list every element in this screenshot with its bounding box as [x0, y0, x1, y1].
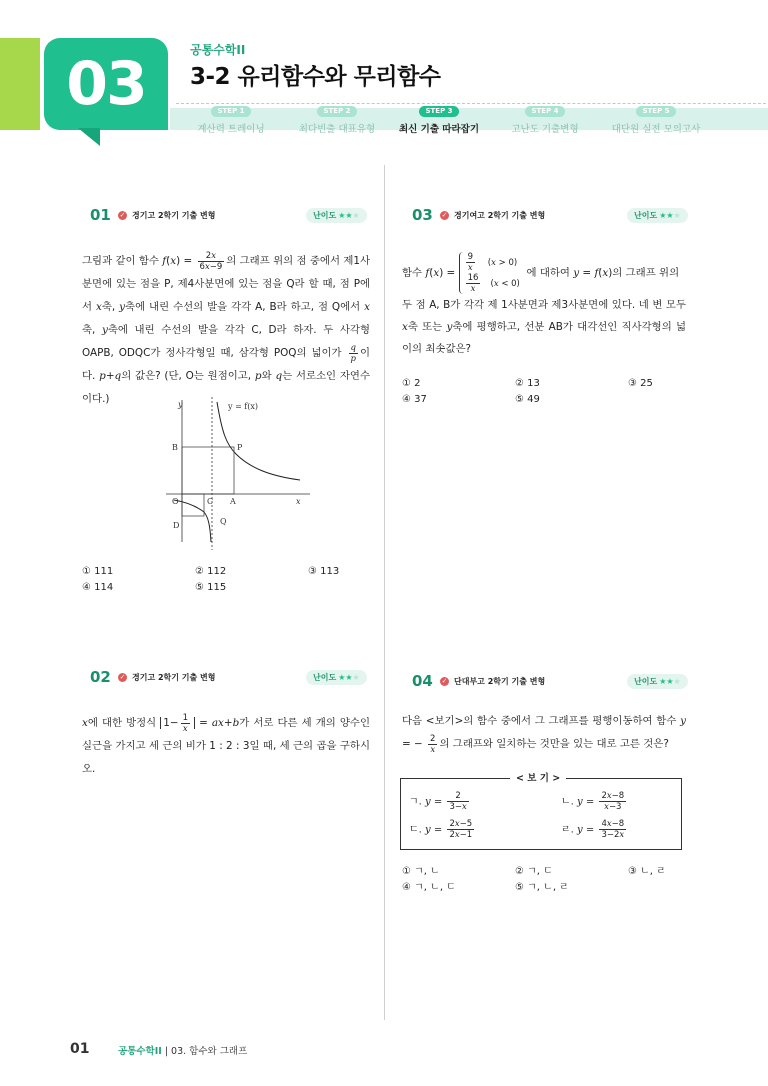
step-pill: STEP 1 — [211, 106, 250, 117]
problem-number: 03 — [412, 206, 433, 224]
problem-source: ✓ 경기고 2학기 기출 변형 — [119, 673, 216, 682]
choice-2[interactable]: ② 13 — [515, 378, 540, 389]
bogi-item-giyeok: ㄱ. y = $\frac{2}{3-x}$ — [409, 791, 467, 812]
point-P-label: P — [237, 443, 243, 452]
choice-4[interactable]: ④ 114 — [82, 582, 114, 593]
difficulty-badge: 난이도 ★★★ — [627, 208, 688, 223]
bogi-box — [400, 778, 682, 850]
step-3-active — [389, 98, 489, 135]
step-label: 대단원 실전 모의고사 — [611, 124, 701, 135]
bogi-item-nieun: ㄴ. y = $\frac{2x-8}{x-3}$ — [561, 791, 625, 812]
x-axis-label: x — [296, 497, 301, 506]
check-icon: ✓ — [441, 211, 448, 219]
problem-source: ✓ 단대부고 2학기 기출 변형 — [441, 677, 546, 686]
difficulty-badge: 난이도 ★★★ — [627, 674, 688, 689]
point-D-label: D — [173, 521, 180, 530]
choice-5[interactable]: ⑤ 49 — [515, 394, 540, 405]
choice-1[interactable]: ① 111 — [82, 566, 114, 577]
check-icon: ✓ — [119, 211, 126, 219]
header-accent-bar — [0, 38, 40, 130]
page-number: 01 — [70, 1041, 90, 1057]
problem-01-choices — [82, 566, 372, 600]
problem-02-text: x에 대한 방정식 1− $\frac{1}{x}$ = ax+b가 서로 다른 세 개의 양수인 실근을 가지고 세 근의 비가 1 : 2 : 3일 때, 세 근의 곱을 구하시오. — [82, 712, 370, 775]
choice-2[interactable]: ② 112 — [195, 566, 227, 577]
point-B-label: B — [172, 443, 178, 452]
point-A-label: A — [230, 497, 236, 506]
y-axis-label: y — [178, 400, 183, 409]
star-rating-icon: ★★★ — [659, 211, 681, 220]
choice-3[interactable]: ③ ㄴ, ㄹ — [628, 866, 666, 877]
choice-5[interactable]: ⑤ 115 — [195, 582, 227, 593]
problem-04-text: 다음 <보기>의 함수 중에서 그 그래프를 평행이동하여 함수 y = − $\frac{2}{x}$ 의 그래프와 일치하는 것만을 있는 대로 고른 것은? — [402, 715, 686, 755]
square-OAPB — [182, 447, 234, 494]
choice-4[interactable]: ④ 37 — [402, 394, 427, 405]
star-rating-icon: ★★★ — [338, 673, 360, 682]
choice-3[interactable]: ③ 25 — [628, 378, 653, 389]
step-pill: STEP 5 — [636, 106, 675, 117]
difficulty-badge: 난이도 ★★★ — [306, 208, 367, 223]
page-title: 3-2 유리함수와 무리함수 — [190, 64, 441, 90]
step-2 — [287, 98, 387, 135]
problem-01-graph — [160, 392, 320, 552]
problem-source: ✓ 경기여고 2학기 기출 변형 — [441, 211, 546, 220]
problem-number: 04 — [412, 672, 433, 690]
column-divider — [384, 165, 385, 1020]
step-label: 최다빈출 대표유형 — [298, 124, 376, 135]
check-icon: ✓ — [441, 677, 448, 685]
problem-number: 01 — [90, 206, 111, 224]
bogi-item-rieul: ㄹ. y = $\frac{4x-8}{3-2x}$ — [561, 819, 625, 840]
choice-4[interactable]: ④ ㄱ, ㄴ, ㄷ — [402, 882, 456, 893]
square-ODQC — [182, 494, 204, 516]
step-label: 계산력 트레이닝 — [197, 124, 265, 135]
step-1 — [181, 98, 281, 135]
problem-03-choices — [402, 378, 692, 412]
point-Q-label: Q — [220, 517, 227, 526]
curve-branch-left — [174, 500, 211, 542]
problem-03-text: 함수 f(x) = $\frac{9}{x}$ (x > 0) $\frac{16}{x}$ (x < 0) 에 대하여 y = f(x)의 그래프 위의 두 점 A, B가 각각 제 1사분면과 제3사분면에 있다. 네 변 모두 x축 또는 y축에 평행하고, 선분 AB가 대각선인 직사각형의 넓이의 최솟값은? — [402, 252, 686, 355]
bogi-item-digeut: ㄷ. y = $\frac{2x-5}{2x-1}$ — [409, 819, 473, 840]
difficulty-badge: 난이도 ★★★ — [306, 670, 367, 685]
chapter-number-badge: 03 — [44, 38, 168, 130]
step-5 — [606, 98, 706, 135]
subject-label: 공통수학II — [190, 43, 246, 57]
problem-source: ✓ 경기고 2학기 기출 변형 — [119, 211, 216, 220]
problem-01-text: 그림과 같이 함수 f(x) = $\frac{2x}{6x-9}$ 의 그래프 위의 점 중에서 제1사분면에 있는 점을 P, 제4사분면에 있는 점을 Q라 할 때, 점 P에서 x축, y축에 내린 수선의 발을 각각 A, B라 하고, 점 Q에서 x축, y축에 내린 수선의 발을 각각 C, D라 하자. 두 사각형 OAPB, ODQC가 정사각형일 때, 삼각형 POQ의 넓이가 $\frac{q}{p}$ 이다. p+q의 값은? (단, O는 원점이고, p와 q는 서로소인 자연수이다.) — [82, 250, 371, 405]
curve-branch-right — [217, 402, 300, 480]
choice-5[interactable]: ⑤ ㄱ, ㄴ, ㄹ — [515, 882, 569, 893]
check-icon: ✓ — [119, 673, 126, 681]
choice-3[interactable]: ③ 113 — [308, 566, 340, 577]
star-rating-icon: ★★★ — [659, 677, 681, 686]
bogi-title: < 보 기 > — [510, 770, 566, 784]
choice-1[interactable]: ① ㄱ, ㄴ — [402, 866, 440, 877]
point-C-label: C — [207, 497, 214, 506]
problem-04-choices — [402, 862, 692, 896]
star-rating-icon: ★★★ — [338, 211, 360, 220]
curve-label: y = f(x) — [228, 402, 259, 411]
problem-number: 02 — [90, 668, 111, 686]
step-label: 고난도 기출변형 — [511, 124, 579, 135]
point-O-label: O — [172, 497, 179, 506]
step-pill: STEP 4 — [525, 106, 564, 117]
step-pill: STEP 2 — [317, 106, 356, 117]
step-label: 최신 기출 따라잡기 — [398, 124, 480, 135]
step-pill: STEP 3 — [419, 106, 458, 117]
choice-2[interactable]: ② ㄱ, ㄷ — [515, 866, 553, 877]
step-4 — [495, 98, 595, 135]
choice-1[interactable]: ① 2 — [402, 378, 421, 389]
footer-breadcrumb: 공통수학II | 03. 함수와 그래프 — [118, 1046, 248, 1057]
